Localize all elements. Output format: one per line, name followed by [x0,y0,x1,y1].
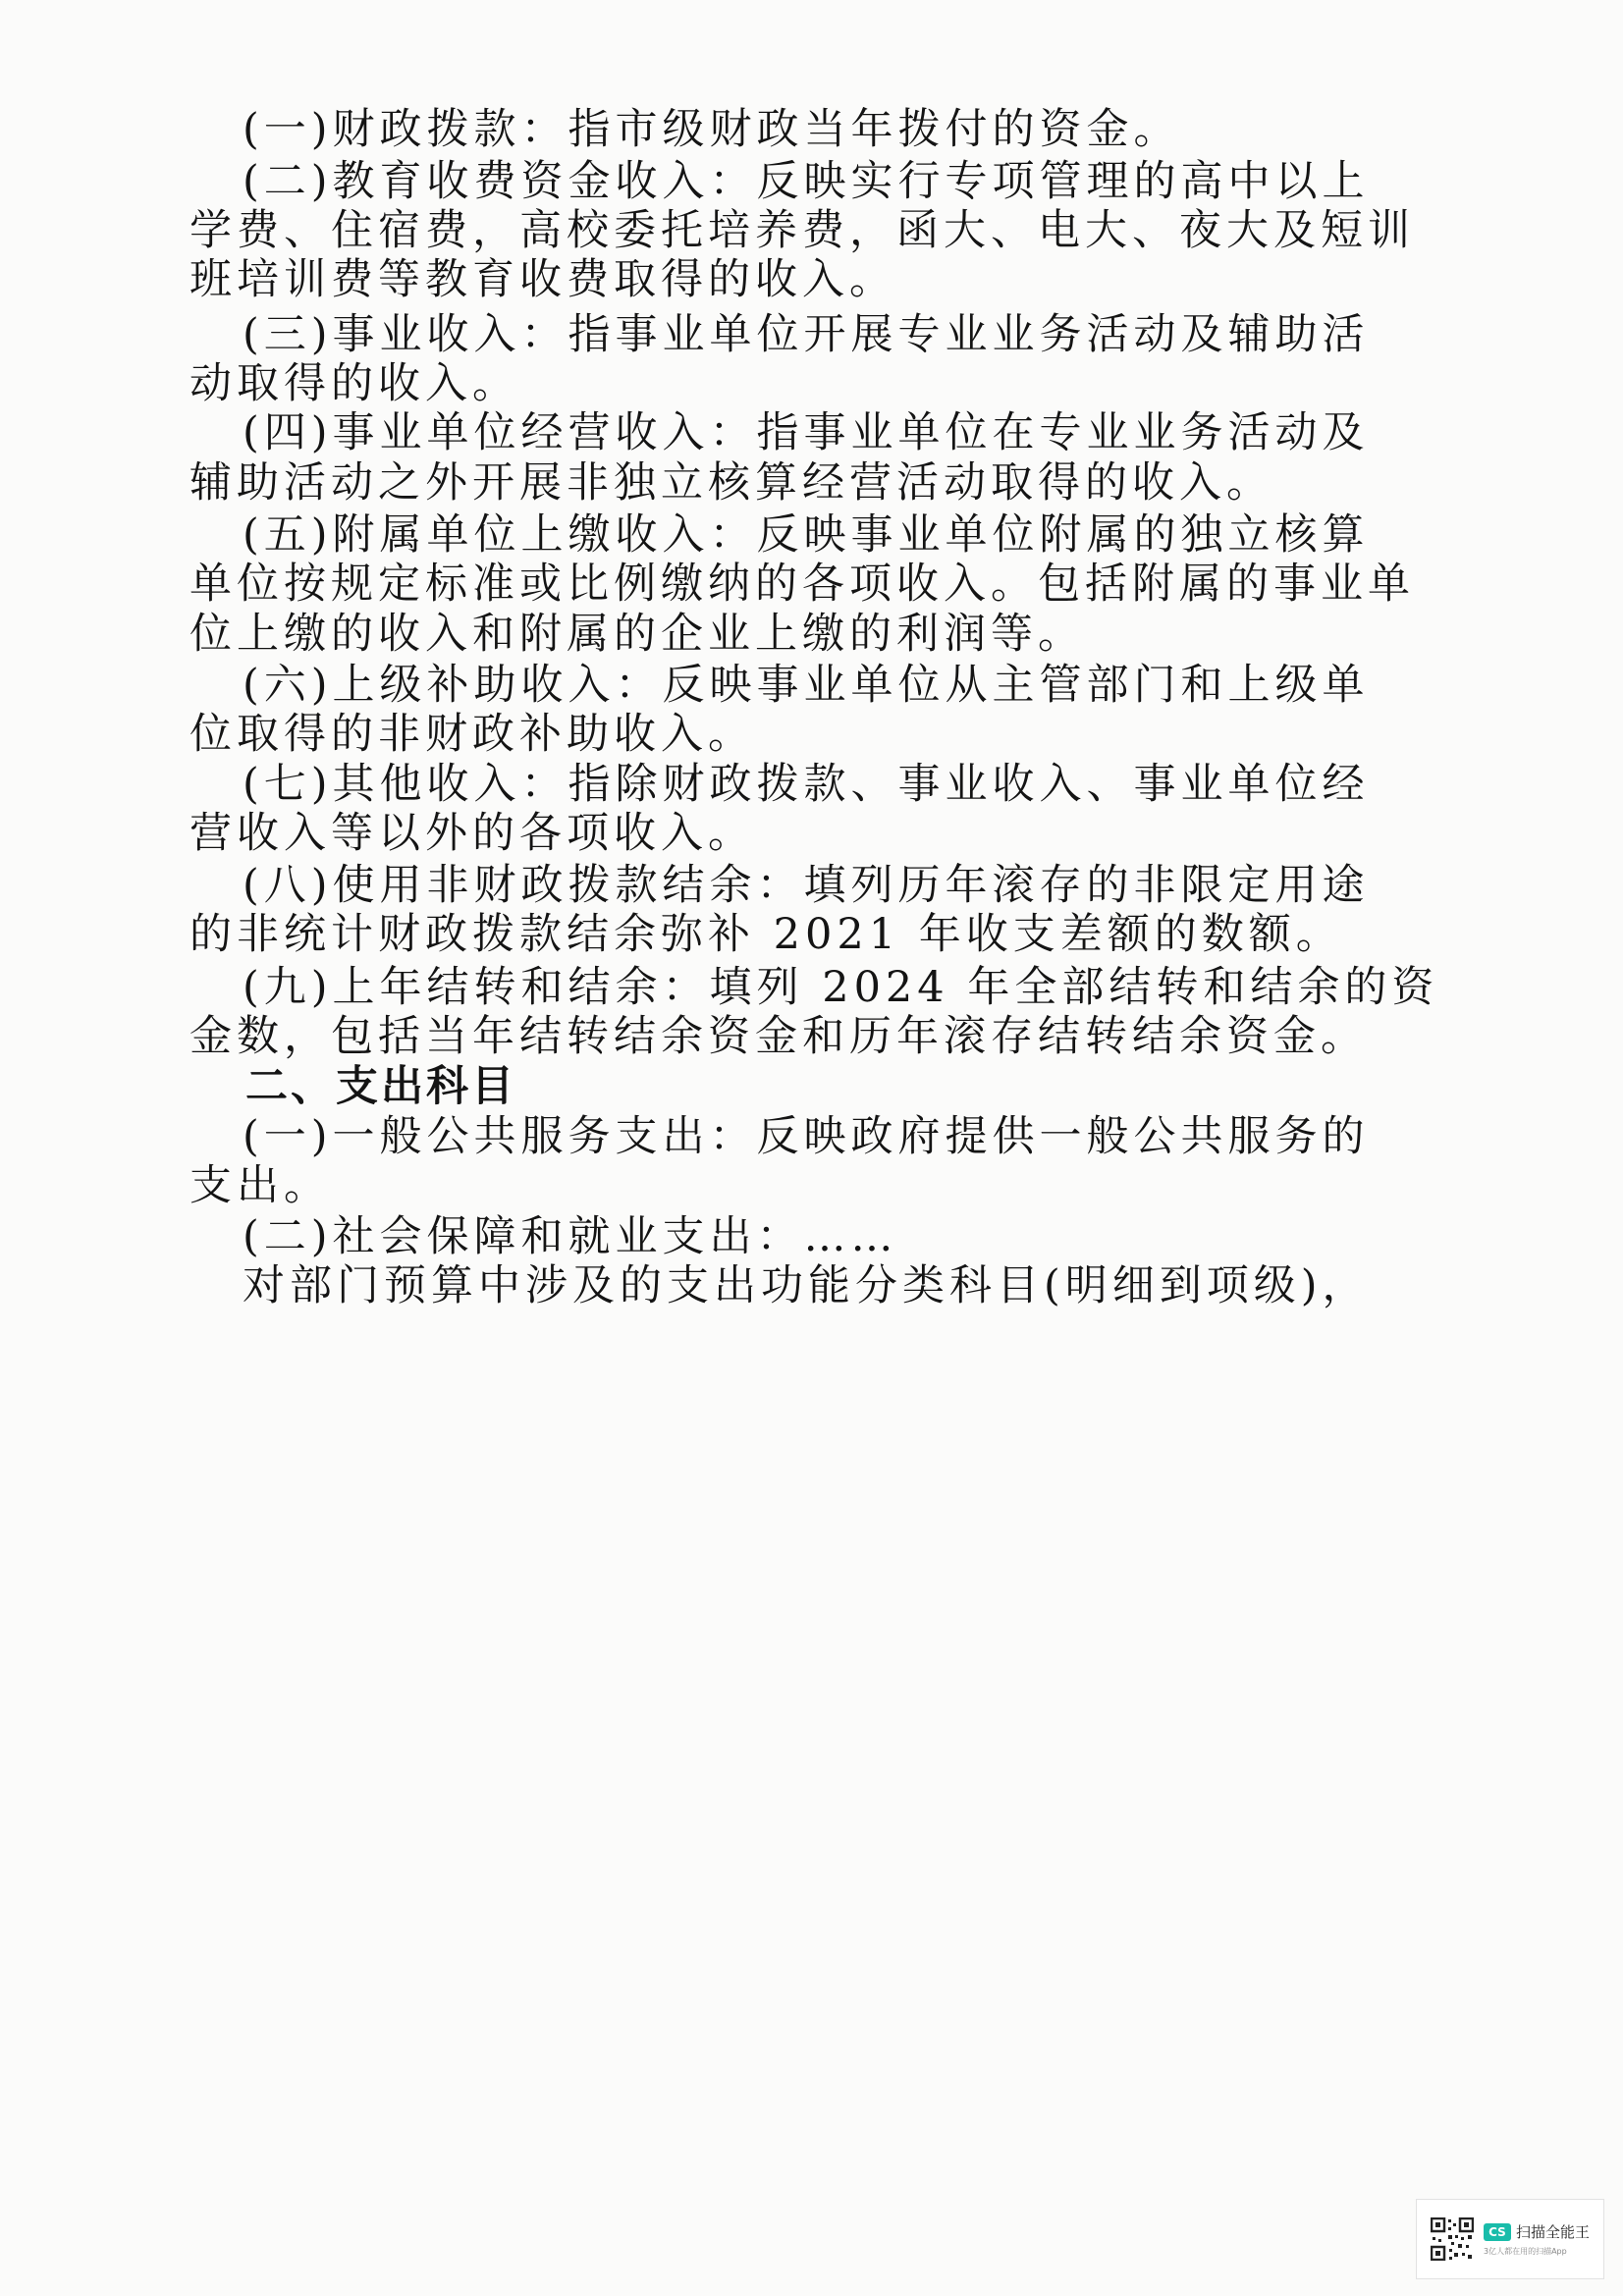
text-line: (六)上级补助收入：反映事业单位从主管部门和上级单 [243,661,1370,710]
text-line: (八)使用非财政拨款结余：填列历年滚存的非限定用途 [243,861,1370,910]
watermark-brand: 扫描全能王 [1516,2223,1591,2241]
text-line: 学费、住宿费，高校委托培养费，函大、电大、夜大及短训 [189,206,1415,255]
text-line: (九)上年结转和结余：填列 2024 年全部结转和结余的资 [243,963,1439,1012]
text-line: 金数，包括当年结转结余资金和历年滚存结转结余资金。 [189,1012,1368,1061]
text-line: 位上缴的收入和附属的企业上缴的利润等。 [189,610,1085,659]
text-line: 单位按规定标准或比例缴纳的各项收入。包括附属的事业单 [189,560,1415,609]
text-line: 的非统计财政拨款结余弥补 2021 年收支差额的数额。 [189,910,1343,959]
section-heading: 二、支出科目 [245,1062,516,1111]
text-line: 位取得的非财政补助收入。 [189,710,755,759]
text-line: (三)事业收入：指事业单位开展专业业务活动及辅助活 [243,310,1370,359]
text-line: (七)其他收入：指除财政拨款、事业收入、事业单位经 [243,760,1370,809]
text-line: 对部门预算中涉及的支出功能分类科目(明细到项级)， [243,1261,1370,1310]
watermark-text [1484,2221,1590,2257]
text-line: 营收入等以外的各项收入。 [189,809,755,858]
camscanner-logo-icon: CS [1484,2223,1511,2241]
text-line: 动取得的收入。 [189,359,519,408]
scanner-watermark [1416,2199,1604,2279]
text-line: 支出。 [189,1161,331,1210]
text-line: 班培训费等教育收费取得的收入。 [189,255,896,304]
text-line: (二)教育收费资金收入：反映实行专项管理的高中以上 [243,157,1370,206]
text-line: (一)财政拨款：指市级财政当年拨付的资金。 [243,105,1181,154]
text-line: (一)一般公共服务支出：反映政府提供一般公共服务的 [243,1112,1370,1161]
text-line: (四)事业单位经营收入：指事业单位在专业业务活动及 [243,408,1370,457]
text-line: (二)社会保障和就业支出：…… [243,1212,898,1261]
qr-code-icon [1431,2217,1474,2261]
text-line: (五)附属单位上缴收入：反映事业单位附属的独立核算 [243,510,1370,560]
text-line: 辅助活动之外开展非独立核算经营活动取得的收入。 [189,458,1273,507]
watermark-tagline: 3亿人都在用的扫描App [1484,2247,1567,2256]
